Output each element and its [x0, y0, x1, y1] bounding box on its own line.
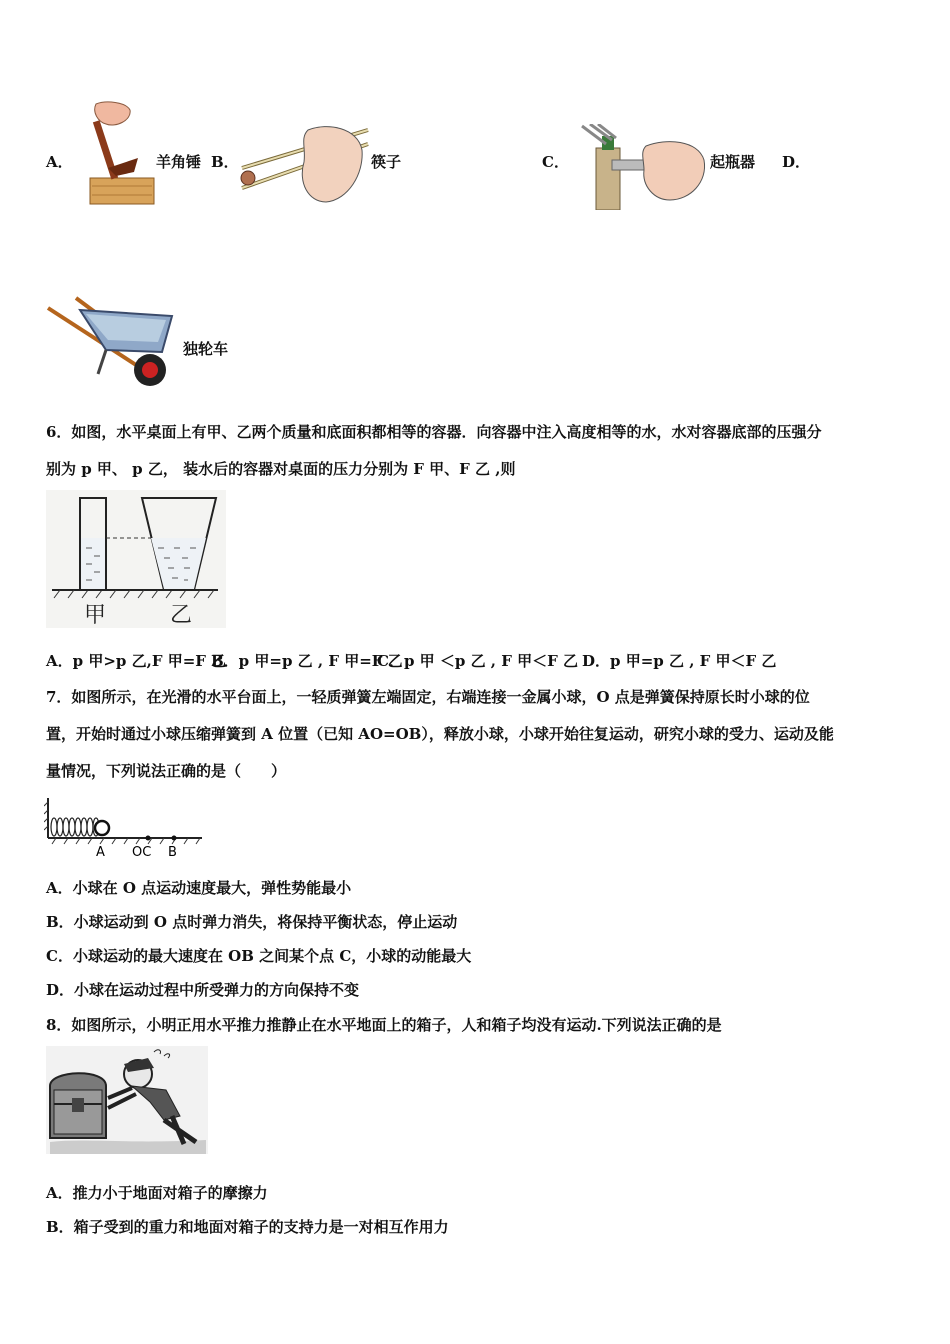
q7-stem-line2: 置，开始时通过小球压缩弹簧到 A 位置（已知 AO=OB），释放小球，小球开始往复运动，研究小球的受力、运动及能 [46, 725, 834, 743]
q7-option-a: A．小球在 O 点运动速度最大，弹性势能最小 [46, 879, 352, 897]
q6-option-b: B．p 甲=p 乙 , F 甲=F 乙 [211, 652, 403, 670]
q6-option-c: C．p 甲 ＜p 乙 , F 甲＜F 乙 [377, 652, 578, 670]
q5-option-b-label: 筷子 [371, 153, 402, 171]
q6-stem-line2: 别为 p 甲、 p 乙， 装水后的容器对桌面的压力分别为 F 甲、F 乙 ,则 [46, 460, 516, 478]
q7-option-c: C．小球运动的最大速度在 OB 之间某个点 C，小球的动能最大 [46, 947, 472, 965]
container-label-jia: 甲 [84, 603, 107, 628]
spring-figure [44, 796, 206, 860]
containers-figure [46, 490, 226, 628]
q8-stem: 8．如图所示，小明正用水平推力推静止在水平地面上的箱子，人和箱子均没有运动.下列说法正确的是 [46, 1016, 722, 1034]
q5-option-d-letter: D． [782, 153, 811, 171]
q7-option-b: B．小球运动到 O 点时弹力消失，将保持平衡状态，停止运动 [46, 913, 458, 931]
q6-stem-line1: 6．如图，水平桌面上有甲、乙两个质量和底面积都相等的容器．向容器中注入高度相等的水，水对容器底部的压强分 [46, 423, 822, 441]
q8-option-a: A．推力小于地面对箱子的摩擦力 [46, 1184, 268, 1202]
wheelbarrow-image [46, 294, 178, 390]
label-a: A [96, 845, 105, 860]
bottle-opener-image [576, 124, 710, 210]
q5-option-a-label: 羊角锤 [156, 153, 202, 171]
q6-option-d: D．p 甲=p 乙 , F 甲＜F 乙 [582, 652, 777, 670]
q5-option-c-label: 起瓶器 [710, 153, 756, 171]
q5-option-c-letter: C． [542, 153, 569, 171]
q5-option-d-label: 独轮车 [183, 340, 229, 358]
container-label-yi: 乙 [170, 603, 193, 628]
q7-stem-line1: 7．如图所示，在光滑的水平台面上，一轻质弹簧左端固定，右端连接一金属小球，O 点是弹簧保持原长时小球的位 [46, 688, 810, 706]
chopsticks-image [238, 122, 372, 206]
hammer-image [86, 100, 158, 208]
q8-option-b: B．箱子受到的重力和地面对箱子的支持力是一对相互作用力 [46, 1218, 449, 1236]
q7-stem-line3: 量情况，下列说法正确的是（ ） [46, 762, 287, 780]
label-oc: OC [132, 845, 152, 860]
q5-option-b-letter: B． [211, 153, 239, 171]
q6-option-a: A．p 甲>p 乙,F 甲=F 乙 [46, 652, 227, 670]
q5-option-a-letter: A． [46, 153, 73, 171]
label-b: B [168, 845, 177, 860]
push-box-figure [46, 1046, 208, 1154]
q7-option-d: D．小球在运动过程中所受弹力的方向保持不变 [46, 981, 360, 999]
